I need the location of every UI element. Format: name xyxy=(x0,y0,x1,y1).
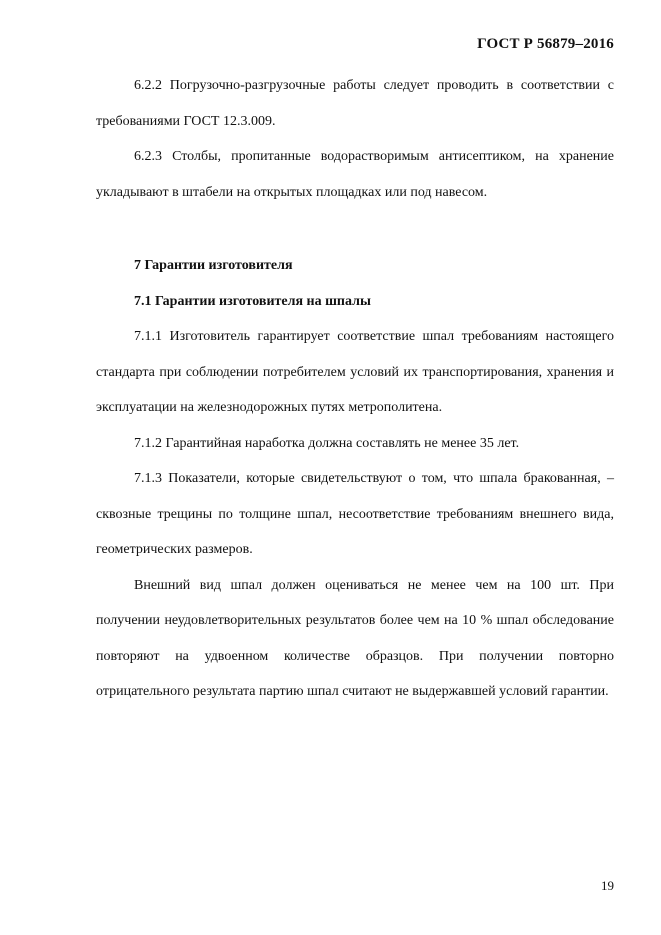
subsection-7-1-heading: 7.1 Гарантии изготовителя на шпалы xyxy=(134,293,371,309)
clause-7-1-2: 7.1.2 Гарантийная наработка должна составлять не менее 35 лет. xyxy=(134,435,520,451)
page-number: 19 xyxy=(601,878,614,893)
document-code-header: ГОСТ Р 56879–2016 xyxy=(477,36,614,52)
section-spacer xyxy=(96,210,614,248)
clause-6-2-2: 6.2.2 Погрузочно-разгрузочные работы следует проводить в соответствии с требованиями ГОСТ 12.3.009. xyxy=(96,78,614,129)
visual-inspection-paragraph: Внешний вид шпал должен оцениваться не менее чем на 100 шт. При получении неудовлетворительных результатов более чем на 10 % шпал обследование повторяют на удвоенном количестве образцов. При получении повторно отрицательного результата партию шпал считают не выдержавшей условий гарантии. xyxy=(96,577,614,699)
clause-7-1-1: 7.1.1 Изготовитель гарантирует соответствие шпал требованиям настоящего стандарта при соблюдении потребителем условий их транспортирования, хранения и эксплуатации на железнодорожных путях метрополитена. xyxy=(96,329,614,415)
page-body xyxy=(96,68,614,710)
clause-7-1-3: 7.1.3 Показатели, которые свидетельствуют о том, что шпала бракованная, – сквозные трещины по толщине шпал, несоответствие требованиям внешнего вида, геометрических размеров. xyxy=(96,471,614,557)
section-7-heading: 7 Гарантии изготовителя xyxy=(134,258,293,273)
clause-6-2-3: 6.2.3 Столбы, пропитанные водорастворимым антисептиком, на хранение укладывают в штабели на открытых площадках или под навесом. xyxy=(96,149,614,200)
